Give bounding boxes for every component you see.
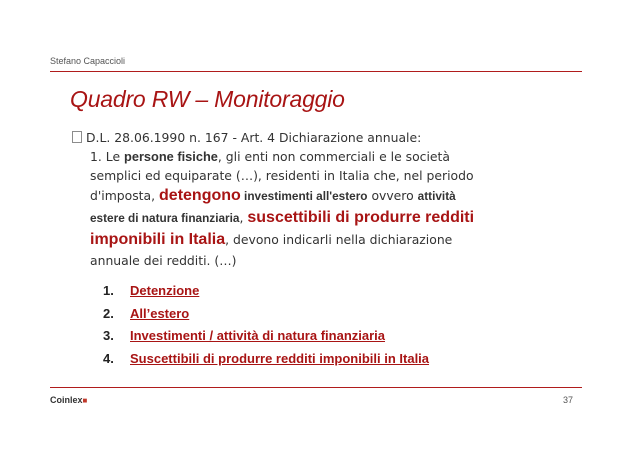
list-link[interactable]: Suscettibili di produrre redditi imponibili in Italia xyxy=(130,350,430,366)
highlight-text: detengono xyxy=(159,187,241,204)
text-run: 1. Le xyxy=(90,149,125,164)
footer-brand xyxy=(50,395,87,405)
highlight-text: imponibili in Italia xyxy=(90,231,226,248)
author-name: Stefano Capaccioli xyxy=(50,56,126,66)
paragraph-line xyxy=(72,166,542,185)
paragraph-line xyxy=(72,128,542,147)
list-number: 1. xyxy=(103,283,114,298)
text-run: d'imposta, xyxy=(90,188,160,203)
list-link[interactable]: Investimenti / attività di natura finanziaria xyxy=(130,328,386,343)
text-run: semplici ed equiparate (…), residenti in Italia che, nel periodo xyxy=(90,168,474,183)
slide-title: Quadro RW – Monitoraggio xyxy=(70,86,345,112)
brand-mark-icon: ■ xyxy=(82,396,88,405)
text-run: ovvero xyxy=(367,188,418,203)
emphasis-text: investimenti all'estero xyxy=(240,189,368,203)
reference-text: D.L. 28.06.1990 n. 167 - Art. 4 Dichiarazione annuale: xyxy=(86,130,422,145)
top-divider xyxy=(50,71,582,72)
highlight-text: suscettibili di produrre redditi xyxy=(247,209,475,226)
list-link[interactable]: All’estero xyxy=(130,305,190,321)
paragraph-line xyxy=(72,147,542,166)
list-item xyxy=(103,348,429,371)
list-item xyxy=(103,325,429,348)
numbered-list xyxy=(103,280,429,370)
brand-name: Coinlex xyxy=(50,395,83,405)
emphasis-text: estere di natura finanziaria xyxy=(90,211,240,225)
text-run: , devono indicarli nella dichiarazione xyxy=(225,232,453,247)
text-run: annuale dei redditi. (…) xyxy=(90,253,237,268)
list-number: 3. xyxy=(103,328,114,343)
emphasis-text: attività xyxy=(417,189,456,203)
list-item xyxy=(103,280,429,303)
list-link[interactable]: Detenzione xyxy=(130,283,200,298)
list-item xyxy=(103,303,429,326)
page-number: 37 xyxy=(563,395,574,405)
emphasis-text: persone fisiche xyxy=(124,149,218,164)
bullet-box-icon xyxy=(72,131,82,143)
text-run: , xyxy=(239,210,248,225)
text-run: , gli enti non commerciali e le società xyxy=(217,149,450,164)
paragraph-line xyxy=(72,229,542,251)
paragraph-line xyxy=(72,207,542,229)
paragraph-line xyxy=(72,185,542,207)
list-number: 2. xyxy=(103,305,114,321)
main-paragraph xyxy=(72,128,542,270)
bottom-divider xyxy=(50,387,582,388)
paragraph-line xyxy=(72,251,542,270)
list-number: 4. xyxy=(103,350,114,366)
